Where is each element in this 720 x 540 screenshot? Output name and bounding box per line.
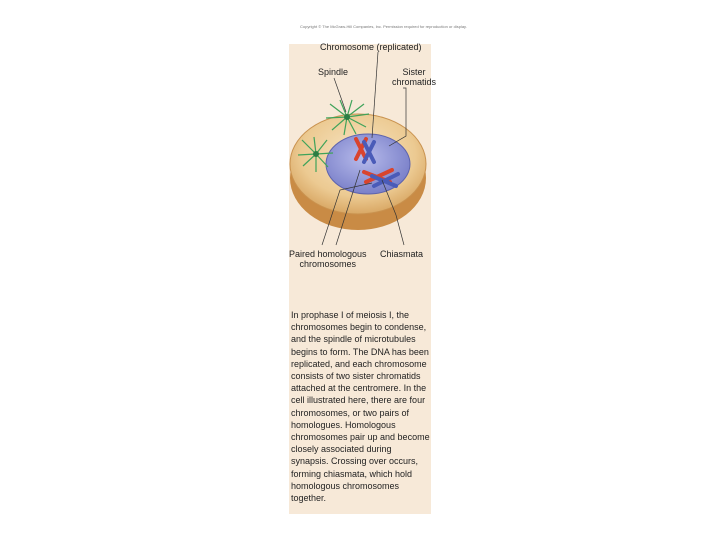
label-spindle: Spindle — [318, 67, 349, 77]
label-sister-chromatids — [392, 67, 436, 87]
caption-body: In prophase I of meiosis I, the chromosomes begin to condense, and the spindle of microtubules begins to form. The DNA has been replicated, and each chromosome consists of two sister chromatids attached at the centromere. In the cell illustrated here, there are four chromosomes, or two pairs of homologues. Homologous chromosomes pair up and become closely associated during synapsis. Crossing over occurs, forming chiasmata, which hold homologous chromosomes together. — [291, 310, 430, 504]
leader-spindle — [334, 78, 346, 112]
label-sister-line2: chromatids — [392, 77, 437, 87]
label-chromosome-replicated: Chromosome (replicated) — [320, 42, 422, 52]
label-sister-line1: Sister — [402, 67, 426, 77]
caption-text — [291, 309, 431, 504]
label-paired-line2: chromosomes — [299, 259, 357, 269]
label-paired-line1: Paired homologous — [289, 249, 367, 259]
copyright-notice: Copyright © The McGraw-Hill Companies, Inc. Permission required for reproduction or display. — [300, 24, 467, 29]
label-chiasmata: Chiasmata — [380, 249, 424, 259]
label-paired-homologous — [289, 249, 367, 269]
